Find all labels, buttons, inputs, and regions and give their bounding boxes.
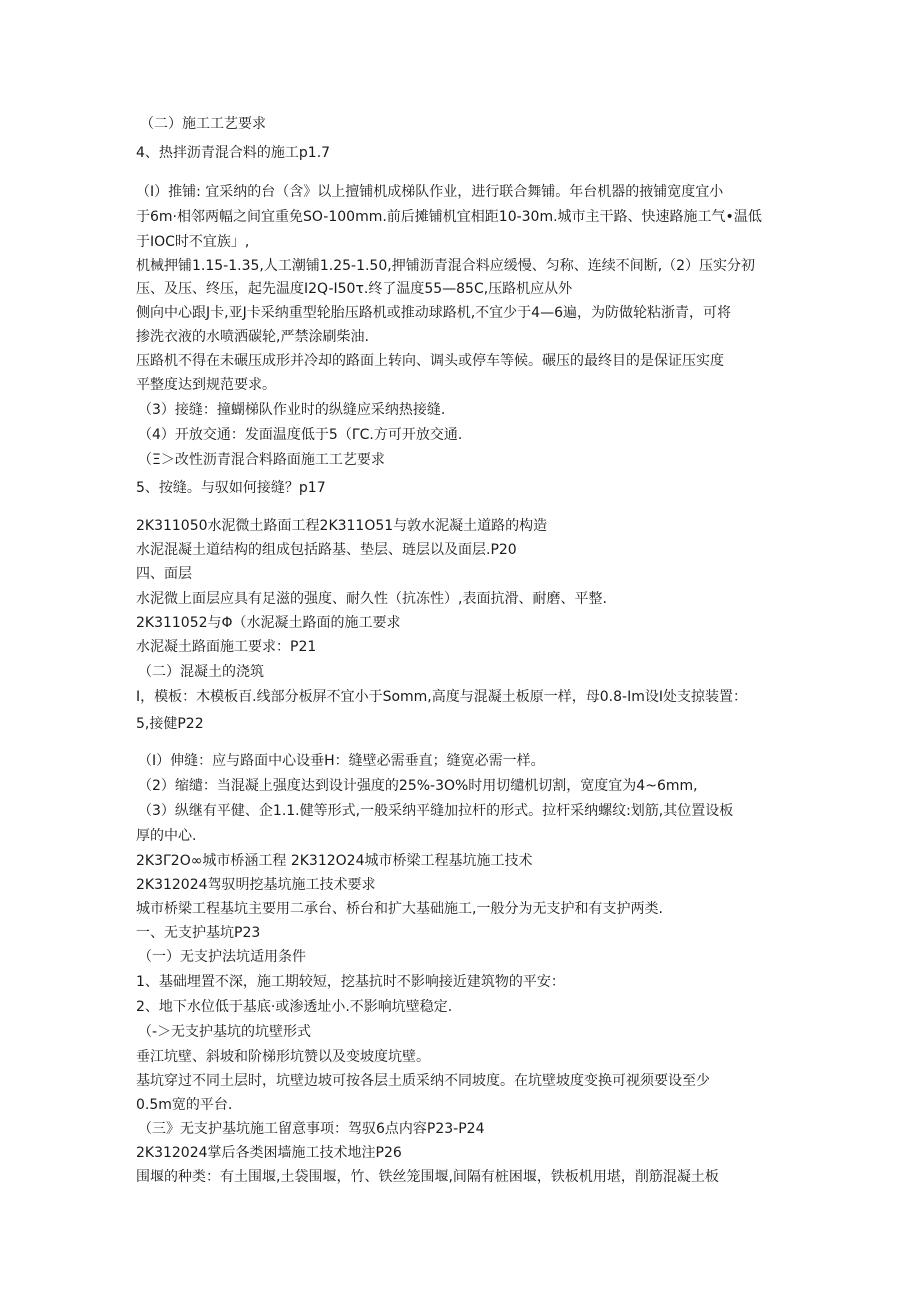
paragraph-compaction-line-1: 机械押铺1.15-1.35,人工潮铺1.25-1.50,押铺沥青混合料应缓慢、匀称、连续不间断,（2）压实分初 — [136, 258, 756, 274]
paragraph-compaction-line-3: 侧向中心跟J卡,亚J卡采纳重型轮胎压路机或推动球路机,不宜少于4—6遍，为防做轮粘浙青，可将 — [136, 305, 731, 321]
heading-open-excavation: 2K312024驾驭明挖基坑施工技术要求 — [136, 877, 376, 893]
paragraph-slope-line-2: 0.5m宽的平台. — [136, 1097, 233, 1113]
item-expansion-joint: （I）伸缝：应与路面中心设垂H：缝壁必需垂直；缝宽必需一样。 — [138, 753, 545, 769]
item-open-traffic: （4）开放交通：发面温度低于5（ΓC.方可开放交通. — [138, 427, 463, 443]
paragraph-pit-wall-types: 垂江坑壁、斜坡和阶梯形坑赞以及变坡度坑壁。 — [136, 1049, 430, 1065]
paragraph-roller-line-2: 平整度达到规范要求。 — [136, 377, 276, 393]
paragraph-cofferdam-types: 围堰的种类：有土围堰,土袋围堰，竹、铁丝笼围堰,间隔有桩困堰，铁板机用堪，削筋混凝土板 — [136, 1169, 719, 1185]
paragraph-paving-line-1: （I）推铺: 宜采纳的台（含》以上擅铺机成梯队作业，进行联合舞铺。年台机器的掖铺宽度宜小 — [136, 184, 724, 200]
paragraph-foundation-pits: 城市桥梁工程基坑主要用二承台、桥台和扩大基础施工,一般分为无支护和有支护两类. — [136, 901, 663, 917]
item-joints: （3）接缝：撞蝴梯队作业时的纵缝应采纳热接缝. — [138, 402, 446, 418]
heading-modified-asphalt: （Ξ＞改性沥青混合料路面施工工艺要求 — [138, 452, 385, 468]
item-joint-question: 5、按缝。与驭如何接缝？p17 — [136, 480, 326, 496]
heading-cement-concrete-pavement: 2K311050水泥微土路面工程2K311O51与敦水泥凝土道路的构造 — [136, 518, 548, 534]
heading-unsupported-pit: 一、无支护基坑P23 — [136, 925, 261, 941]
paragraph-compaction-line-2: 压、及压、终压，起先温度I2Q-I50τ.终了温度55—85C,压路机应从外 — [136, 281, 573, 297]
paragraph-surface-layer: 水泥微上面层应具有足滋的强度、耐久性（抗冻性）,表面抗滑、耐磨、平整. — [136, 591, 607, 607]
heading-bridges-culverts: 2K3Γ2O∞城市桥涵工程 2K312O24城市桥梁工程基坑施工技术 — [136, 853, 533, 869]
paragraph-paving-line-3: 于IOC时不宜族」, — [136, 234, 250, 250]
heading-pavement-construction: 2K311052与Φ（水泥凝土路面的施工要求 — [136, 615, 401, 631]
paragraph-slope-line-1: 基坑穿过不同土层时，坑壁边坡可按各层土质采纳不同坡度。在坑壁坡度变换可视须要设至少 — [136, 1073, 710, 1089]
item-joints-p22: 5,接健P22 — [136, 716, 204, 732]
heading-surface-layer: 四、面层 — [136, 566, 192, 582]
item-longitudinal-joint-line-1: （3）纵继有平健、企1.1.健等形式,一般采纳平缝加拉杆的形式。拉杆采纳螺纹:划筋,其位置设板 — [138, 803, 734, 819]
heading-concrete-pouring: （二）混凝土的浇筑 — [138, 664, 264, 680]
paragraph-roller-line-1: 压路机不得在未碾压成形并冷却的路面上转向、调头或停车等候。碾压的最终目的是保证压实度 — [136, 353, 724, 369]
item-condition-1: 1、基础埋置不深，施工期较短，挖基抗时不影响接近建筑物的平安： — [136, 974, 565, 990]
paragraph-construction-requirements: 水泥凝土路面施工要求：P21 — [136, 639, 317, 655]
item-condition-2: 2、地下水位低于基底·或渗透址小.不影响坑壁稳定. — [136, 999, 453, 1015]
heading-precautions: （三》无支护基坑施工留意事项：驾驭6点内容P23-P24 — [138, 1121, 485, 1137]
item-contraction-joint: （2）缩缱：当混凝上强度达到设计强度的25%-3O%时用切缱机切割，宽度宜为4~6mm, — [138, 778, 698, 794]
heading-construction-requirements: （二）施工工艺要求 — [140, 116, 266, 132]
item-longitudinal-joint-line-2: 厚的中心. — [136, 828, 197, 844]
paragraph-structure: 水泥混凝土道结构的组成包括路基、垫层、琏层以及面层.P20 — [136, 542, 517, 558]
paragraph-formwork: I，模板：木模板百.线部分板屏不宜小于Somm,高度与混凝土板原一样，母0.8-Im设I处支掠装置： — [136, 689, 747, 705]
heading-applicable-conditions: （一）无支护法坑适用条件 — [138, 949, 306, 965]
paragraph-compaction-line-4: 掺洗衣液的水喷洒碳轮,严禁涂刷柴油. — [136, 329, 369, 345]
heading-hot-mix-asphalt: 4、热拌沥青混合料的施工p1.7 — [136, 145, 331, 161]
heading-cofferdam: 2K312024掌后各类困墙施工技术地注P26 — [136, 1145, 402, 1161]
heading-pit-wall-forms: （-＞无支护基坑的坑壁形式 — [138, 1024, 312, 1040]
paragraph-paving-line-2: 于6m·相邻两幅之间宜重免SO-100mm.前后摊铺机宜相距10-30m.城市主干路、快速路施工气•温低 — [136, 209, 762, 225]
